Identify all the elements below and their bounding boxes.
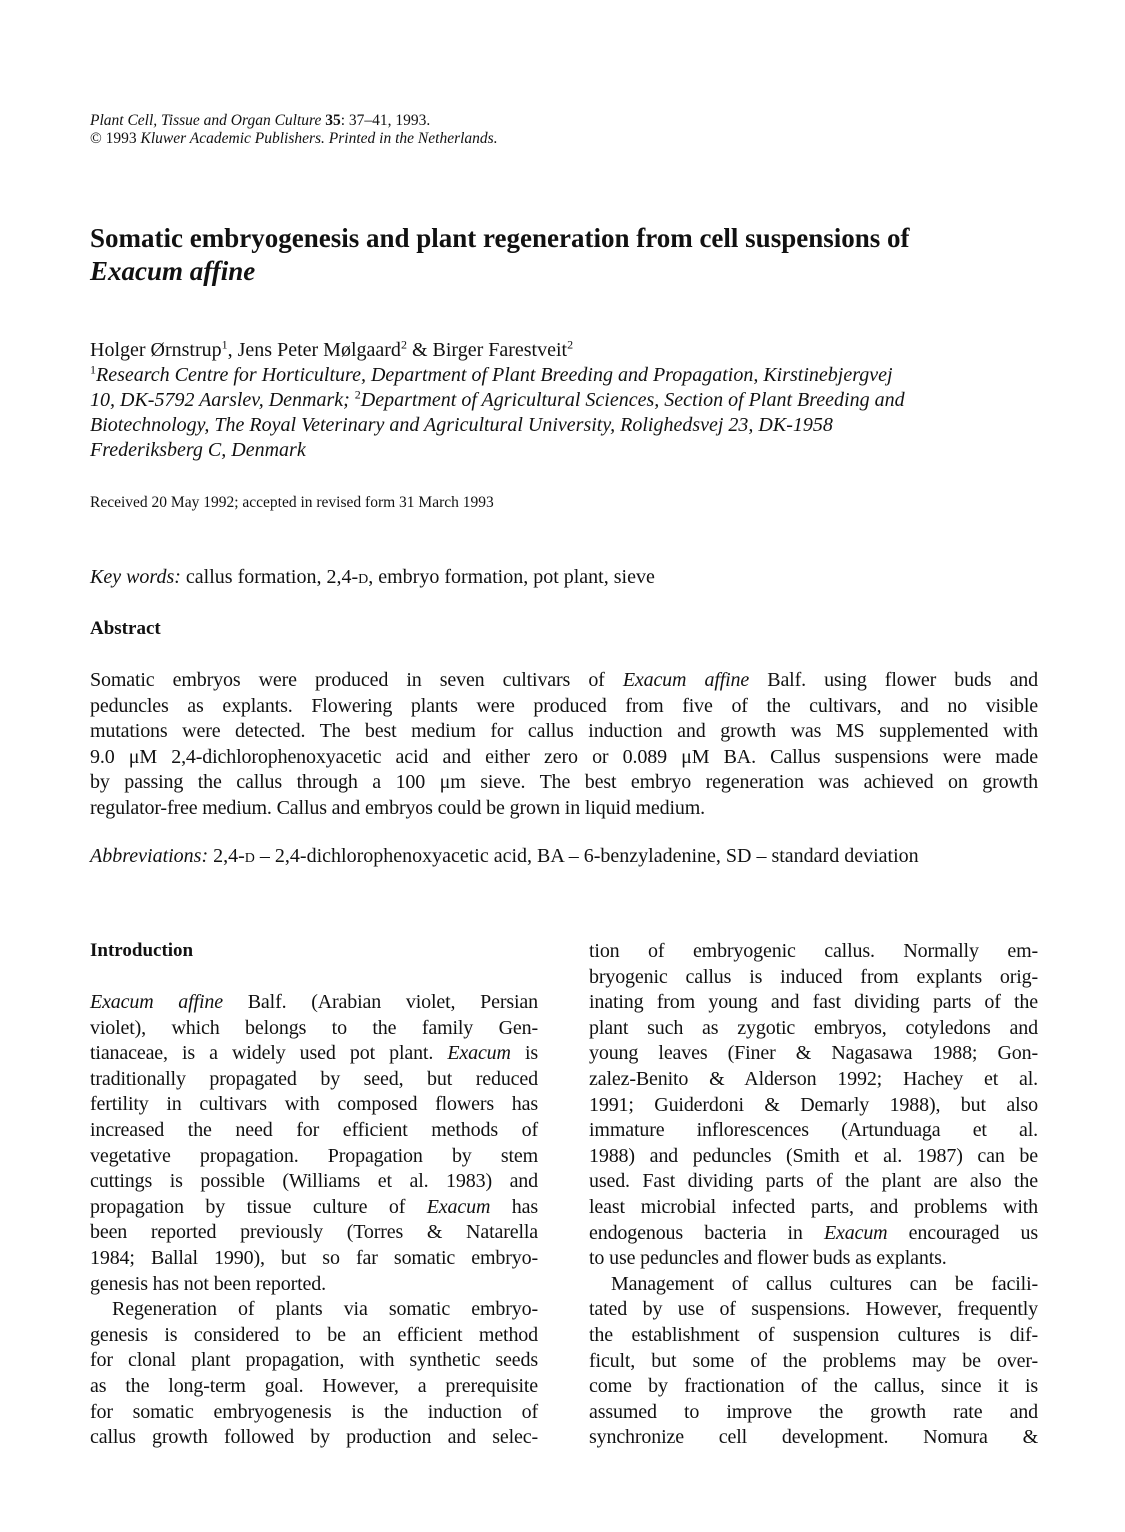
- text-run: inating from young and fast dividing parts of the: [589, 991, 1038, 1014]
- text-line: [589, 1297, 1038, 1323]
- text-line: [90, 1144, 538, 1170]
- text-line: [90, 745, 1038, 771]
- text-line: [90, 1118, 538, 1144]
- text-run: genesis is considered to be an efficient method: [90, 1323, 538, 1346]
- text-line: [589, 1400, 1038, 1426]
- text-run: callus growth followed by production and selec-: [90, 1426, 538, 1449]
- text-line: [90, 1041, 538, 1067]
- italic-run: Abbreviations:: [90, 845, 209, 867]
- text-run: Somatic embryos were produced in seven cultivars of: [90, 669, 623, 691]
- affiliation-line: [90, 363, 1040, 388]
- text-run: 1991; Guiderdoni & Demarly 1988), but also: [589, 1093, 1038, 1116]
- text-run: bryogenic callus is induced from explants orig-: [589, 965, 1038, 988]
- volume: 35: [325, 112, 341, 129]
- copyright-line: [90, 130, 498, 148]
- author-name: Holger Ørnstrup: [90, 339, 222, 361]
- text-run: vegetative propagation. Propagation by stem: [90, 1144, 538, 1167]
- text-line: [90, 1374, 538, 1400]
- abstract-heading: Abstract: [90, 618, 161, 639]
- right-column: [589, 939, 1038, 1451]
- text-line: [589, 1067, 1038, 1093]
- publisher: Kluwer Academic Publishers. Printed in the Netherlands.: [140, 130, 498, 147]
- text-run: violet), which belongs to the family Gen-: [90, 1016, 538, 1039]
- text-line: [589, 1093, 1038, 1119]
- author-name: Birger Farestveit: [432, 339, 568, 361]
- affiliation-marker: 2: [354, 387, 361, 402]
- text-run: 9.0 μM 2,4-dichlorophenoxyacetic acid and either zero or 0.089 μM BA. Callus suspensions were made: [90, 745, 1038, 768]
- text-run: has: [490, 1195, 538, 1218]
- text-run: peduncles as explants. Flowering plants were produced from five of the cultivars, and no visible: [90, 694, 1038, 717]
- text-line: [589, 1144, 1038, 1170]
- text-line: [90, 1297, 538, 1323]
- text-line: [90, 796, 1038, 822]
- italic-run: Research Centre for Horticulture, Department of Plant Breeding and Propagation, Kirstinebjergvej: [96, 364, 893, 386]
- text-line: [589, 1169, 1038, 1195]
- text-line: [589, 1118, 1038, 1144]
- text-run: synchronize cell development. Nomura &: [589, 1426, 1038, 1449]
- text-line: [589, 965, 1038, 991]
- text-run: least microbial infected parts, and problems with: [589, 1195, 1038, 1218]
- text-run: genesis has not been reported.: [90, 1272, 326, 1295]
- text-line: [589, 1374, 1038, 1400]
- affiliation-marker: 2: [400, 337, 407, 352]
- text-run: mutations were detected. The best medium for callus induction and growth was MS supplemented with: [90, 720, 1038, 743]
- affiliation-line: [90, 438, 1040, 463]
- text-run: immature inflorescences (Artunduaga et al.: [589, 1119, 1038, 1142]
- text-line: [90, 1016, 538, 1042]
- text-run: come by fractionation of the callus, since it is: [589, 1375, 1038, 1398]
- received-date: Received 20 May 1992; accepted in revised form 31 March 1993: [90, 494, 494, 511]
- text-run: by passing the callus through a 100 μm sieve. The best embryo regeneration was achieved on growth: [90, 771, 1038, 794]
- author-separator: &: [406, 339, 433, 361]
- italic-run: Key words:: [90, 566, 181, 588]
- title-species: Exacum affine: [90, 256, 256, 286]
- text-line: [589, 1041, 1038, 1067]
- abbreviations: [90, 845, 919, 868]
- text-line: [589, 939, 1038, 965]
- copyright-year: © 1993: [90, 130, 141, 147]
- introduction-heading: Introduction: [90, 940, 194, 961]
- text-run: propagation by tissue culture of: [90, 1195, 427, 1218]
- text-run: been reported previously (Torres & Natarella: [90, 1221, 538, 1244]
- text-line: [90, 990, 538, 1016]
- text-run: Management of callus cultures can be facili-: [611, 1272, 1038, 1295]
- text-line: [90, 668, 1038, 694]
- affiliation-line: [90, 388, 1040, 413]
- text-run: is: [510, 1042, 538, 1065]
- text-run: for clonal plant propagation, with synthetic seeds: [90, 1349, 538, 1372]
- text-run: endogenous bacteria in: [589, 1221, 824, 1244]
- text-run: as the long-term goal. However, a prerequisite: [90, 1374, 538, 1397]
- affiliation-marker: 1: [221, 337, 228, 352]
- text-line: [90, 770, 1038, 796]
- text-run: used. Fast dividing parts of the plant are also the: [589, 1170, 1038, 1193]
- text-run: young leaves (Finer & Nagasawa 1988; Gon-: [589, 1042, 1038, 1065]
- italic-run: Exacum: [823, 1221, 888, 1244]
- text-run: encouraged us: [887, 1221, 1038, 1244]
- text-run: Regeneration of plants via somatic embryo-: [112, 1298, 538, 1321]
- author-list: [90, 338, 1040, 363]
- text-line: [90, 1323, 538, 1349]
- text-line: [589, 1349, 1038, 1375]
- text-run: 1988) and peduncles (Smith et al. 1987) can be: [589, 1144, 1038, 1167]
- left-column: [90, 990, 538, 1451]
- text-line: [589, 1221, 1038, 1247]
- text-run: ficult, but some of the problems may be over-: [589, 1349, 1038, 1372]
- text-run: tated by use of suspensions. However, frequently: [589, 1298, 1038, 1321]
- italic-run: Exacum: [447, 1042, 511, 1065]
- italic-run: Department of Agricultural Sciences, Section of Plant Breeding and: [360, 389, 905, 411]
- text-line: [90, 1067, 538, 1093]
- italic-run: Exacum affine: [90, 991, 223, 1013]
- text-line: [90, 1272, 538, 1298]
- text-run: plant such as zygotic embryos, cotyledons and: [589, 1016, 1038, 1039]
- journal-name: Plant Cell, Tissue and Organ Culture: [90, 112, 322, 129]
- text-line: [90, 1092, 538, 1118]
- text-run: fertility in cultivars with composed flowers has: [90, 1093, 538, 1116]
- paper-title: [90, 222, 910, 288]
- author-separator: ,: [227, 339, 238, 361]
- text-run: for somatic embryogenesis is the induction of: [90, 1400, 538, 1423]
- text-run: the establishment of suspension cultures is dif-: [589, 1323, 1038, 1346]
- text-line: [589, 1246, 1038, 1272]
- italic-run: Exacum: [426, 1195, 491, 1218]
- text-run: traditionally propagated by seed, but reduced: [90, 1067, 538, 1090]
- text-run: tianaceae, is a widely used pot plant.: [90, 1042, 448, 1065]
- text-run: 2,4-: [208, 845, 245, 867]
- text-run: increased the need for efficient methods of: [90, 1118, 538, 1141]
- text-run: , embryo formation, pot plant, sieve: [368, 566, 655, 588]
- text-line: [90, 719, 1038, 745]
- text-line: [90, 1246, 538, 1272]
- text-run: regulator-free medium. Callus and embryos could be grown in liquid medium.: [90, 796, 706, 819]
- title-line-2: [90, 255, 910, 288]
- text-run: Balf. using flower buds and: [749, 669, 1038, 691]
- italic-run: 10, DK-5792 Aarslev, Denmark;: [90, 389, 355, 411]
- text-line: [90, 1195, 538, 1221]
- text-run: 1984; Ballal 1990), but so far somatic embryo-: [90, 1246, 538, 1269]
- italic-run: Biotechnology, The Royal Veterinary and Agricultural University, Rolighedsvej 23, DK-1958: [90, 414, 833, 436]
- title-line-1: Somatic embryogenesis and plant regeneration from cell suspensions of: [90, 223, 910, 253]
- text-line: [589, 1016, 1038, 1042]
- text-line: [589, 1425, 1038, 1451]
- italic-run: Exacum affine: [622, 669, 750, 691]
- text-line: [589, 1195, 1038, 1221]
- text-run: Balf. (Arabian violet, Persian: [222, 991, 538, 1013]
- text-line: [589, 990, 1038, 1016]
- text-run: zalez-Benito & Alderson 1992; Hachey et al.: [589, 1067, 1038, 1090]
- text-run: cuttings is possible (Williams et al. 1983) and: [90, 1170, 538, 1193]
- abstract-text: [90, 668, 1038, 822]
- text-line: [589, 1323, 1038, 1349]
- text-run: to use peduncles and flower buds as explants.: [589, 1247, 947, 1270]
- affiliation-line: [90, 413, 1040, 438]
- text-line: [90, 1400, 538, 1426]
- authors-block: [90, 338, 1040, 463]
- author-name: Jens Peter Mølgaard: [237, 339, 401, 361]
- text-line: [90, 694, 1038, 720]
- text-run: – 2,4-dichlorophenoxyacetic acid, BA – 6-benzyladenine, SD – standard deviation: [254, 845, 919, 867]
- text-line: [90, 1425, 538, 1451]
- text-run: tion of embryogenic callus. Normally em-: [589, 940, 1038, 962]
- affiliations: [90, 363, 1040, 463]
- affiliation-marker: 2: [567, 337, 574, 352]
- text-run: callus formation, 2,4-: [180, 566, 359, 588]
- italic-run: Frederiksberg C, Denmark: [90, 439, 306, 461]
- text-line: [90, 1169, 538, 1195]
- text-run: assumed to improve the growth rate and: [589, 1400, 1038, 1423]
- small-caps-run: d: [358, 566, 369, 588]
- small-caps-run: d: [244, 845, 255, 867]
- text-line: [589, 1272, 1038, 1298]
- citation-line: [90, 112, 498, 130]
- text-line: [90, 1220, 538, 1246]
- keywords: [90, 566, 655, 589]
- text-line: [90, 1348, 538, 1374]
- journal-header: [90, 112, 498, 148]
- affiliation-marker: 1: [90, 362, 96, 377]
- pages: : 37–41, 1993.: [340, 112, 431, 129]
